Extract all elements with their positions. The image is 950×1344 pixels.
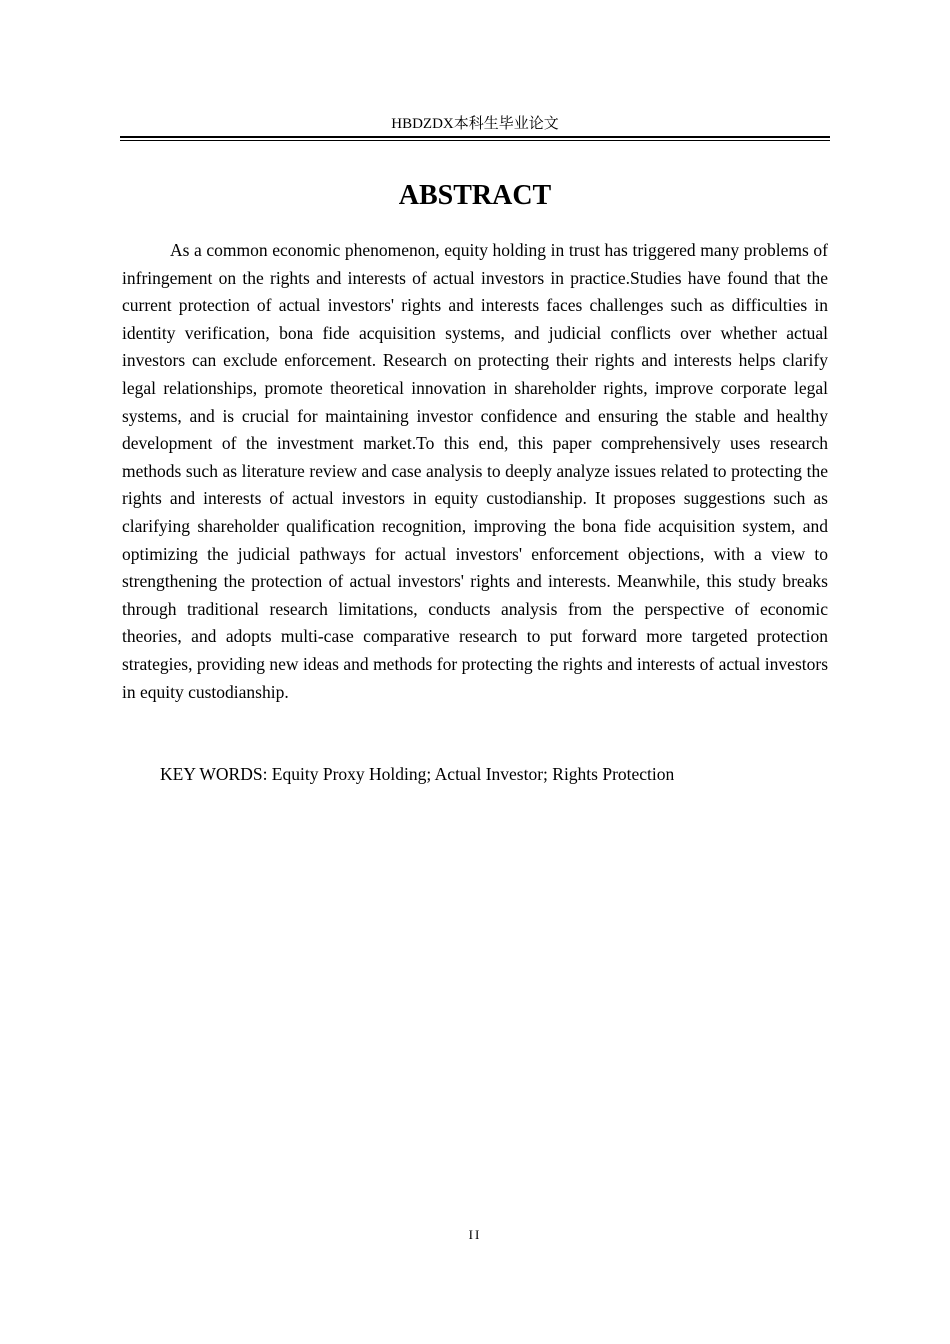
abstract-title: ABSTRACT [398,180,552,211]
page-number: II [468,1227,482,1242]
header-rule-thick [120,136,830,138]
header-rule-thin [120,140,830,141]
abstract-body: As a common economic phenomenon, equity holding in trust has triggered many problems of infringement on the rights and interests of actual investors in practice.Studies have found that the current protection of actual investors' rights and interests faces challenges such as difficulties in identity verification, bona fide acquisition systems, and judicial conflicts over whether actual investors can exclude enforcement. Research on protecting their rights and interests helps clarify legal relationships, promote theoretical innovation in shareholder rights, improve corporate legal systems, and is crucial for maintaining investor confidence and ensuring the stable and healthy development of the investment market.To this end, this paper comprehensively uses research methods such as literature review and case analysis to deeply analyze issues related to protecting the rights and interests of actual investors in equity custodianship. It proposes suggestions such as clarifying shareholder qualification recognition, improving the bona fide acquisition system, and optimizing the judicial pathways for actual investors' enforcement objections, with a view to strengthening the protection of actual investors' rights and interests. Meanwhile, this study breaks through traditional research limitations, conducts analysis from the perspective of economic theories, and adopts multi-case comparative research to put forward more targeted protection strategies, providing new ideas and methods for protecting the rights and interests of actual investors in equity custodianship. [122,240,828,702]
running-header: HBDZDX本科生毕业论文 [391,116,559,132]
header-double-rule [120,136,830,142]
keywords-line: KEY WORDS: Equity Proxy Holding; Actual Investor; Rights Protection [160,764,675,784]
